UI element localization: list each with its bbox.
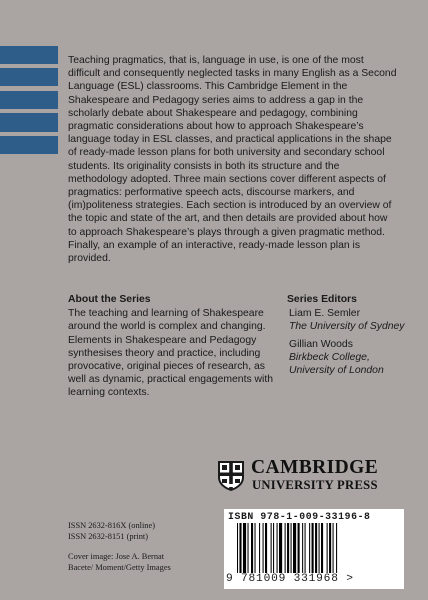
publisher-name: CAMBRIDGE (251, 457, 379, 478)
editor-affiliation: The University of Sydney (289, 321, 405, 333)
about-series-text: The teaching and learning of Shakespeare around the world is complex and changing. Elements in Shakespeare and Pedagogy synthesises theory and practice, including provocative, original pieces of research, as well as dynamic, practical engagements with learning contexts. (68, 308, 274, 399)
isbn-label: ISBN 978-1-009-33196-8 (228, 511, 371, 522)
barcode-bar (263, 523, 264, 573)
decorative-blue-band (0, 113, 58, 132)
barcode-bar (312, 523, 314, 573)
editor-name: Liam E. Semler (289, 308, 361, 320)
barcode-bar (259, 523, 260, 573)
barcode-digits: 9 781009 331968 > (226, 573, 354, 585)
decorative-blue-band (0, 136, 58, 154)
barcode-bar (251, 523, 253, 573)
barcode-bar (277, 523, 278, 573)
barcode-bar (255, 523, 256, 573)
barcode-bar (239, 523, 241, 573)
decorative-blue-band (0, 68, 58, 86)
barcode-graphic (237, 523, 393, 573)
decorative-blue-band (0, 91, 58, 109)
isbn-barcode-panel (224, 509, 404, 589)
barcode-bar (279, 523, 282, 573)
barcode-bar (265, 523, 267, 573)
barcode-bar (305, 523, 306, 573)
barcode-bar (248, 523, 249, 573)
barcode-bar (243, 523, 246, 573)
barcode-bar (293, 523, 296, 573)
barcode-bar (302, 523, 303, 573)
issn-online: ISSN 2632-816X (online) (68, 521, 156, 530)
barcode-bar (309, 523, 310, 573)
barcode-bar (336, 523, 337, 573)
issn-block (68, 520, 155, 542)
cambridge-university-press-logo (217, 458, 399, 494)
series-editors-heading: Series Editors (287, 294, 357, 305)
editor-entry (287, 307, 407, 333)
barcode-bar (287, 523, 289, 573)
barcode-bar (291, 523, 292, 573)
editor-entry (287, 338, 407, 378)
series-editors-section (287, 293, 407, 377)
editor-name: Gillian Woods (289, 338, 353, 350)
barcode-bar (298, 523, 300, 573)
barcode-bar (327, 523, 328, 573)
book-description: Teaching pragmatics, that is, language in use, is one of the most difficult and consequently neglected tasks in many English as a Second Language (ESL) classrooms. This Cambridge Element in the Shakespeare and Pedagogy series aims to address a gap in the scholarly debate about Shakespeare and pedagogy, combining pragmatic considerations about how to approach Shakespeare’s language today in ESL classes, and practical applications in the shape of ready-made lesson plans for both university and secondary school students. Its originality consists in both its structure and the methodology adopted. Three main sections cover different aspects of pragmatics: performative speech acts, discourse markers, and (im)politeness strategies. Each section is introduced by an overview of the topic and state of the art, and then details are provided about how to approach Shakespeare’s plays through a given pragmatic method. Finally, an example of an interactive, ready-made lesson plan is provided. (68, 55, 397, 265)
barcode-bar (237, 523, 238, 573)
publisher-subname: UNIVERSITY PRESS (252, 478, 378, 492)
barcode-bar (315, 523, 317, 573)
issn-print: ISSN 2632-8151 (print) (68, 532, 149, 541)
barcode-bar (319, 523, 320, 573)
barcode-bar (271, 523, 272, 573)
barcode-bar (321, 523, 323, 573)
cover-image-credit: Cover image: Jose A. Bernat Bacete/ Moment/Getty Images (68, 552, 171, 572)
editor-affiliation: Birkbeck College, University of London (289, 351, 384, 377)
barcode-bar (333, 523, 334, 573)
barcode-bar (329, 523, 331, 573)
cambridge-crest-icon (217, 460, 245, 492)
about-series-heading: About the Series (68, 294, 151, 305)
about-series-section (68, 293, 278, 400)
barcode-bar (285, 523, 286, 573)
decorative-blue-band (0, 46, 58, 64)
barcode-bar (273, 523, 274, 573)
